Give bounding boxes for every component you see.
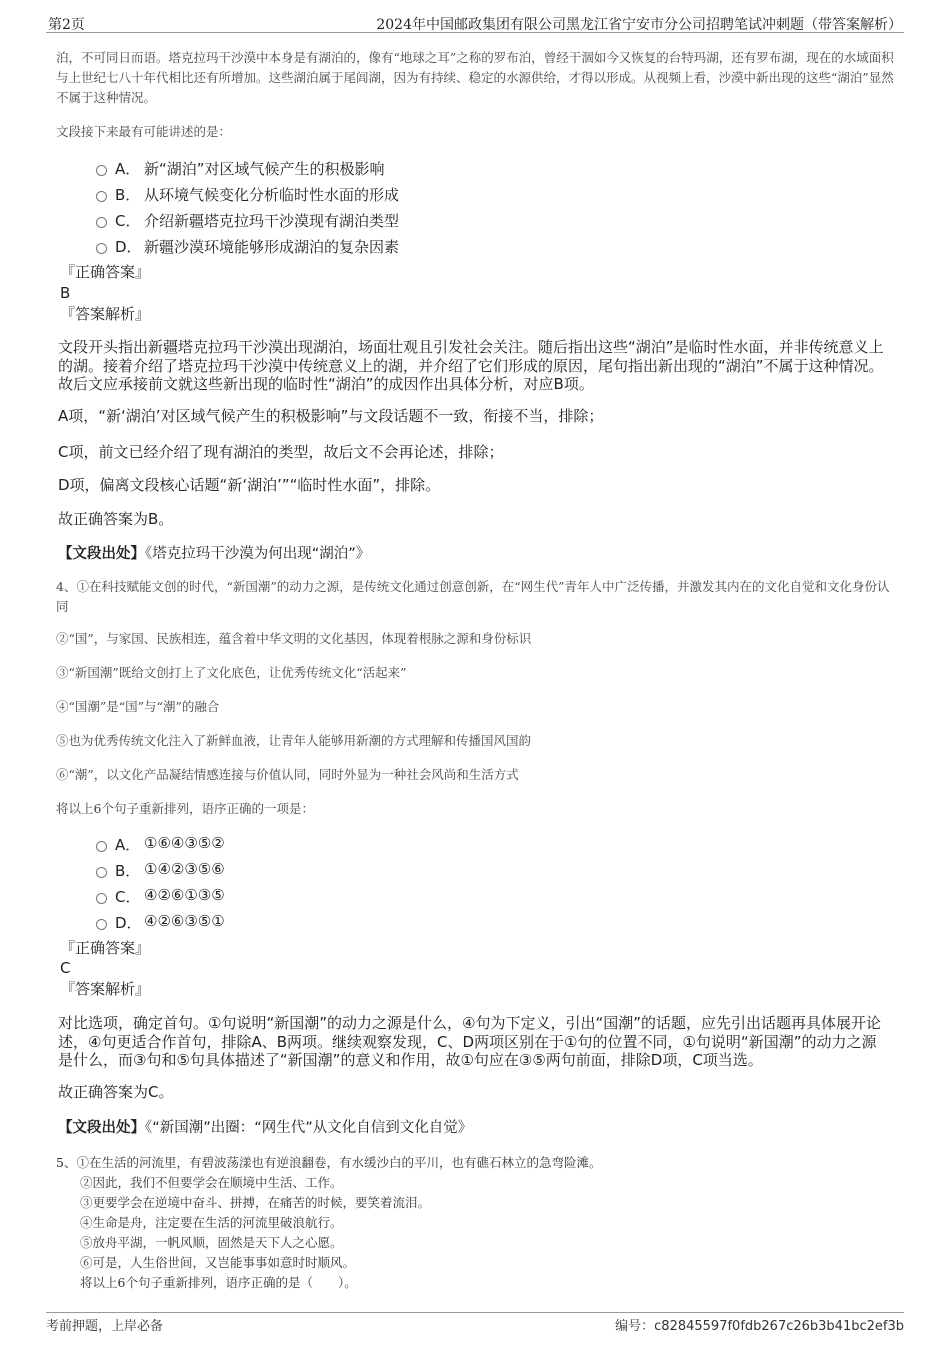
q4-analysis: 对比选项，确定首句。①句说明“新国潮”的动力之源是什么，④句为下定义，引出“国潮”的话题，应先引出话题再具体展开论述，④句更适合作首句，排除A、B两项。继续观察发现，C、D两项区别在于①句的位置不同，①句说明“新国潮”的动力之源是什么，而③句和⑤句具体描述了“新国潮”的意义和作用，故①句应在③⑤两句前面，排除D项，C项当选。	[58, 1014, 881, 1069]
q3-analysis-label: 『答案解析』	[60, 305, 151, 323]
source-label: 【文段出处】	[58, 1120, 145, 1136]
radio-icon[interactable]	[96, 165, 107, 176]
radio-icon[interactable]	[96, 217, 107, 228]
q4-answer-label: 『正确答案』	[60, 939, 151, 957]
footer-code-label: 编号：	[615, 1319, 655, 1334]
q4-sentence-4: ④“国潮”是“国”与“潮”的融合	[56, 699, 220, 714]
radio-icon[interactable]	[96, 243, 107, 254]
q4-sentence-2: ②“国”，与家国、民族相连，蕴含着中华文明的文化基因，体现着根脉之源和身份标识	[56, 631, 532, 646]
page-footer	[46, 1312, 904, 1333]
q3-conclusion: 故正确答案为B。	[58, 510, 174, 528]
q5-line-3: ③更要学会在逆境中奋斗、拼搏，在痛苦的时候，要笑着流泪。	[80, 1195, 431, 1210]
q5-line-2: ②因此，我们不但要学会在顺境中生活、工作。	[80, 1175, 343, 1190]
page-header	[46, 10, 904, 33]
q5-line-5: ⑤放舟平湖，一帆风顺，固然是天下人之心愿。	[80, 1235, 343, 1250]
radio-icon[interactable]	[96, 867, 107, 878]
q4-source	[58, 1116, 472, 1137]
q4-sentence-1: 4、①在科技赋能文创的时代，“新国潮”的动力之源，是传统文化通过创意创新，在“网生代”青年人中广泛传播，并激发其内在的文化自觉和文化身份认同	[56, 579, 890, 614]
q3-analysis: 文段开头指出新疆塔克拉玛干沙漠出现湖泊，场面壮观且引发社会关注。随后指出这些“湖泊”是临时性水面，并非传统意义上的湖。接着介绍了塔克拉玛干沙漠中传统意义上的湖，并介绍了它们形成的原因，尾句指出新出现的“湖泊”不属于这种情况。故后文应承接前文就这些新出现的临时性“湖泊”的成因作出具体分析，对应B项。	[58, 338, 884, 393]
q5-line-4: ④生命是舟，注定要在生活的河流里破浪航行。	[80, 1215, 343, 1230]
radio-icon[interactable]	[96, 919, 107, 930]
radio-icon[interactable]	[96, 841, 107, 852]
q4-conclusion: 故正确答案为C。	[58, 1083, 174, 1101]
q3-source	[58, 542, 370, 563]
radio-icon[interactable]	[96, 893, 107, 904]
q4-sentence-6: ⑥“潮”，以文化产品凝结情感连接与价值认同，同时外显为一种社会风尚和生活方式	[56, 767, 519, 782]
q3-reason-c: C项，前文已经介绍了现有湖泊的类型，故后文不会再论述，排除；	[58, 443, 504, 461]
q4-analysis-label: 『答案解析』	[60, 980, 151, 998]
q3-reason-a: A项，“新‘湖泊’对区域气候产生的积极影响”与文段话题不一致，衔接不当，排除；	[58, 407, 604, 425]
q4-sentence-3: ③“新国潮”既给文创打上了文化底色，让优秀传统文化“活起来”	[56, 665, 407, 680]
q3-prompt: 文段接下来最有可能讲述的是：	[56, 124, 232, 139]
footer-code	[615, 1315, 904, 1334]
q5-line-6: ⑥可是，人生俗世间，又岂能事事如意时时顺风。	[80, 1255, 356, 1270]
footer-code-value: c82845597f0fdb267c26b3b41bc2ef3b	[654, 1319, 904, 1334]
q4-answer: C	[60, 959, 71, 977]
source-title: 《“新国潮”出圈：“网生代”从文化自信到文化自觉》	[145, 1120, 473, 1136]
q4-sentence-5: ⑤也为优秀传统文化注入了新鲜血液，让青年人能够用新潮的方式理解和传播国风国韵	[56, 733, 532, 748]
radio-icon[interactable]	[96, 191, 107, 202]
q3-answer: B	[60, 284, 71, 302]
document-title: 2024年中国邮政集团有限公司黑龙江省宁安市分公司招聘笔试冲刺题（带答案解析）	[376, 17, 902, 33]
q5-prompt: 将以上6个句子重新排列，语序正确的是（ ）。	[80, 1275, 357, 1290]
q4-prompt: 将以上6个句子重新排列，语序正确的一项是：	[56, 801, 314, 816]
q5-line-1: 5、①在生活的河流里，有碧波荡漾也有逆浪翻卷，有水缓沙白的平川，也有礁石林立的急弯险滩。	[56, 1155, 602, 1170]
source-label: 【文段出处】	[58, 546, 145, 562]
q3-reason-d: D项，偏离文段核心话题“新‘湖泊’”“临时性水面”，排除。	[58, 476, 441, 494]
source-title: 《塔克拉玛干沙漠为何出现“湖泊”》	[145, 546, 371, 562]
q3-answer-label: 『正确答案』	[60, 263, 151, 281]
footer-slogan: 考前押题，上岸必备	[46, 1319, 164, 1334]
page-number: 第2页	[48, 17, 85, 33]
passage-text: 泊，不可同日而语。塔克拉玛干沙漠中本身是有湖泊的，像有“地球之耳”之称的罗布泊，曾经干涸如今又恢复的台特玛湖，还有罗布湖，现在的水域面积与上世纪七八十年代相比还有所增加。这些湖泊属于尾闾湖，因为有持续、稳定的水源供给，才得以形成。从视频上看，沙漠中新出现的这些“湖泊”显然不属于这种情况。	[56, 50, 894, 105]
